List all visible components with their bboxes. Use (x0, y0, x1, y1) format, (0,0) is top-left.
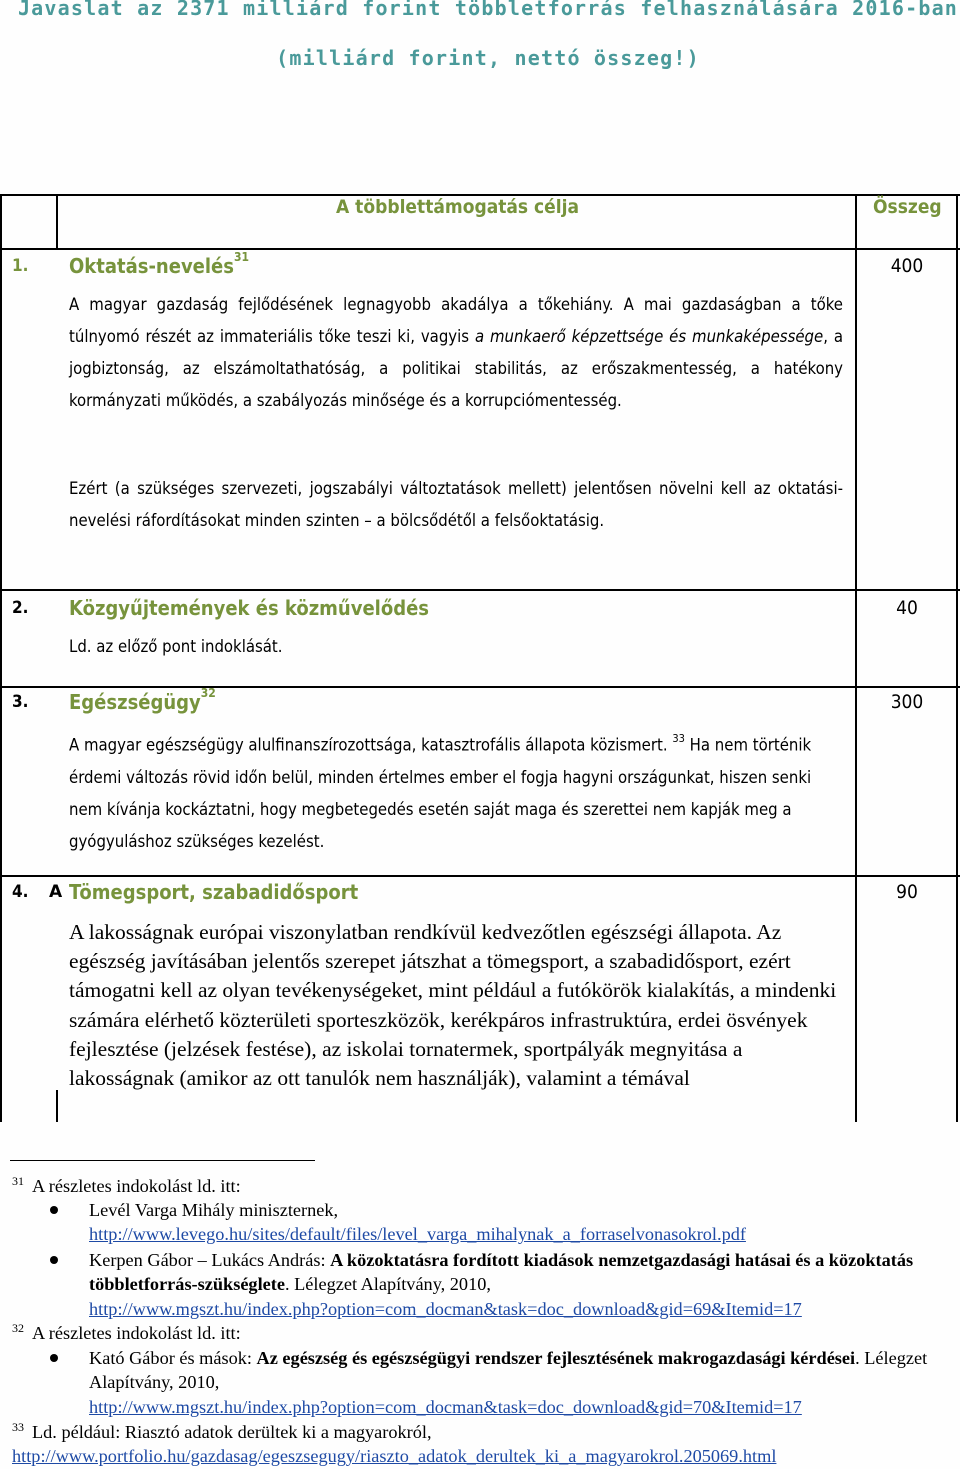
reference-link[interactable]: http://www.portfolio.hu/gazdasag/egeszsegugy/riaszto_adatok_derultek_ki_a_magyarokrol.205069.html (12, 1446, 777, 1466)
table-right-rule (956, 194, 958, 1122)
row-heading: Tömegsport, szabadidősport (69, 880, 364, 904)
paragraph-text: , a jogbiztonság, az elszámoltathatóság, a politikai stabilitás, az erőszakmentesség, a hatékony kormányzati működés, a szabályozás minősége és a korrupciómentesség. (69, 327, 843, 411)
column-rule-number-r4 (56, 1090, 58, 1122)
footnote-separator (10, 1160, 315, 1161)
row-paragraph: A lakosságnak európai viszonylatban rendkívül kedvezőtlen egészségi állapota. Az egészség javításában jelentős szerepet játszhat a tömegsport, a szabadidősport, ezért támogatni kell az olyan tevékenységeket, mint például a futókörök kialakítás, a mindenki számára elérhető közterületi sporteszközök, kerékpáros infrastruktúra, erdei ösvények fejlesztése (jelzések festése), az iskolai tornatermek, sportpályák megnyitása a lakosságnak (amikor az ott tanulók nem használják), valamint a témával (69, 920, 837, 1091)
footnote-mark: 31 (12, 1174, 24, 1188)
row-number: 1. (12, 256, 29, 276)
bullet-icon (50, 1256, 58, 1264)
item-publisher: . Lélegzet Alapítvány, 2010, (89, 1348, 928, 1393)
page-subtitle: (milliárd forint, nettó összeg!) (276, 46, 700, 70)
header-purpose: A többlettámogatás célja (336, 196, 580, 218)
footnote-ref[interactable]: 32 (200, 686, 216, 701)
footnote-ref[interactable]: 31 (233, 250, 249, 265)
row-amount: 90 (896, 881, 918, 903)
row-amount: 400 (890, 255, 924, 277)
row-rule-1 (0, 589, 960, 591)
row-number: 3. (12, 692, 29, 712)
paragraph-text: A magyar gazdaság fejlődésének legnagyobb akadálya a tőkehiány. A mai gazdaságban a tőke túlnyomó részét az immateriális tőke teszi ki, vagyis (69, 295, 843, 347)
bullet-icon (50, 1206, 58, 1214)
row-number: 4. (12, 882, 29, 902)
row-amount: 300 (890, 691, 924, 713)
row-rule-3 (0, 875, 960, 877)
row-paragraph: Ld. az előző pont indoklását. (69, 637, 283, 656)
list-item (89, 1248, 941, 1321)
footnote-intro: A részletes indokolást ld. itt: (32, 1323, 241, 1343)
reference-link[interactable]: http://www.levego.hu/sites/default/files/level_varga_mihalynak_a_forraselvonasokrol.pdf (89, 1224, 746, 1245)
footnote-ref[interactable]: 33 (672, 732, 685, 745)
footnote-mark: 32 (12, 1321, 24, 1335)
item-title: Az egészség és egészségügyi rendszer fejlesztésének makrogazdasági kérdései (256, 1348, 856, 1368)
list-item (89, 1198, 941, 1247)
reference-link[interactable]: http://www.mgszt.hu/index.php?option=com_docman&task=doc_download&gid=70&Itemid=17 (89, 1396, 802, 1417)
item-author: Kerpen Gábor – Lukács András: (89, 1250, 331, 1270)
column-rule-number (56, 194, 58, 250)
reference-link[interactable]: http://www.mgszt.hu/index.php?option=com_docman&task=doc_download&gid=69&Itemid=17 (89, 1298, 802, 1319)
row-heading: Közgyűjtemények és közművelődés (69, 596, 430, 620)
bullet-icon (50, 1354, 58, 1362)
heading-text: Egészségügy (69, 690, 201, 714)
paragraph-text: Ha nem történik érdemi változás rövid időn belül, minden értelmes ember el fogja hagyni országunkat, hiszen senki nem kívánja kockáztatni, hogy megbetegedés esetén saját maga és szerettei nem kapják meg a gyógyuláshoz szükséges kezelést. (69, 735, 812, 851)
row-number: 2. (12, 598, 29, 618)
list-item (89, 1346, 941, 1419)
row-paragraph: Ezért (a szükséges szervezeti, jogszabályi változtatások mellett) jelentősen növelni kell az oktatási-nevelési ráfordításokat minden szinten – a bölcsődétől a felsőoktatásig. (69, 479, 843, 531)
row-heading (69, 250, 249, 278)
footnote-mark: 33 (12, 1420, 24, 1434)
row-paragraph (69, 289, 843, 417)
item-text: Levél Varga Mihály miniszternek, (89, 1200, 339, 1220)
paragraph-italic: a munkaerő képzettsége és munkaképessége (474, 327, 824, 347)
item-title: A közoktatásra fordított kiadások nemzetgazdasági hatásai és a közoktatás többletforrás-szükséglete (89, 1250, 914, 1295)
row-rule-header (0, 248, 960, 250)
row-heading (69, 686, 216, 714)
footnote-intro: Ld. például: Riasztó adatok derültek ki a magyarokról, (32, 1422, 432, 1442)
row-rule-2 (0, 686, 960, 688)
heading-text: Oktatás-nevelés (69, 254, 234, 278)
item-publisher: . Lélegzet Alapítvány, 2010, (284, 1274, 491, 1295)
page-title: Javaslat az 2371 milliárd forint többletforrás felhasználására 2016-ban (17, 0, 959, 20)
item-author: Kató Gábor és mások: (89, 1348, 257, 1368)
footnote-intro: A részletes indokolást ld. itt: (32, 1176, 241, 1196)
paragraph-text: A magyar egészségügy alulfinanszírozottsága, katasztrofális állapota közismert. (69, 735, 668, 755)
table-left-rule (0, 194, 2, 1122)
column-rule-amount (855, 194, 857, 1122)
header-amount: Összeg (873, 196, 942, 218)
stray-letter: A (49, 882, 63, 902)
row-amount: 40 (896, 597, 918, 619)
row-paragraph (69, 725, 843, 858)
